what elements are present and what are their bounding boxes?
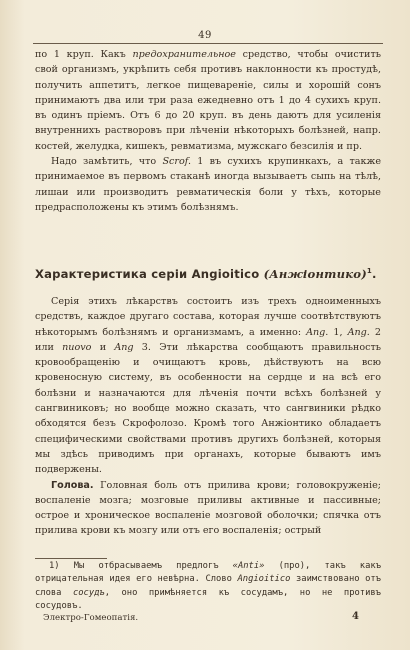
signature-number: 4	[352, 611, 359, 622]
footnote-angioitico: Angioitico	[237, 574, 291, 585]
para3-text-3: 2 или	[35, 326, 381, 353]
footnote-rule	[35, 558, 107, 559]
paragraph-series	[35, 294, 381, 539]
para4-term: Голова.	[51, 479, 94, 491]
para1-emphasis: предохранительное	[132, 49, 236, 60]
heading-paren: (Анжіонтико)	[263, 267, 367, 281]
footnote-text-2: (про), такъ какъ отрицательная идея его невѣрна. Слово	[35, 561, 381, 585]
paragraph-dosage	[35, 47, 381, 215]
para3-nuovo: nuovo	[62, 341, 92, 353]
footnote-text-3: заимствовано отъ слова	[35, 574, 381, 598]
para3-text-5: 3. Эти лѣкарства сообщаютъ правильность кровообращенію и очищаютъ кровь, дѣйствуютъ на всю кровеносную систему, въ особенности на сердце и на всѣ его болѣзни и назначаются для лѣченія почти всѣхъ болѣзней у сангвиниковъ; но вообще можно сказать, что сангвиники рѣдко обходятся безъ Скрофолозо. Кромѣ того Анжіонтико обладаетъ специфическими свойствами противъ другихъ болѣзней, которыя мы здѣсь приводимъ при органахъ, которые бываютъ имъ подвержены.	[35, 341, 382, 476]
para3-ang-2: Ang.	[347, 326, 370, 338]
para2-pre: Надо замѣтить, что	[51, 156, 163, 168]
footnote-text-1: ) Мы отбрасываемъ предлогъ	[54, 561, 233, 571]
footnote-mark: 1	[49, 561, 55, 571]
section-heading	[35, 267, 381, 281]
para2-post: 1 въ сухихъ крупинкахъ, а также принимаемое въ первомъ стаканѣ иногда вызываетъ сыпь на тѣлѣ, лишаи или производитъ ревматическія боли у тѣхъ, которые предрасположены къ этимъ болѣзнямъ.	[35, 156, 382, 213]
heading-footnote-mark: 1	[366, 267, 372, 276]
page-number: 49	[198, 30, 212, 41]
para3-ang-1: Ang.	[306, 326, 329, 338]
footer-title: Электро-Гомеопатія.	[43, 613, 139, 623]
footnote	[35, 560, 381, 614]
para3-text-2: 1,	[328, 326, 348, 338]
heading-main: Характеристика серіи Angioitico	[35, 267, 264, 281]
para3-ang-3: Ang	[114, 341, 134, 353]
para1-post: средство, чтобы очистить свой организмъ, укрѣпить себя противъ наклонности къ простудѣ, получить аппетитъ, легкое пищевареніе, силы и хорошій сонъ принимаютъ два или три раза ежедневно отъ 1 до 4 сухихъ круп. въ одинъ пріемъ. Отъ 6 до 20 круп. въ день даютъ для усиленія внутреннихъ растворовъ при лѣченіи нѣкоторыхъ болѣзней, напр. костей, желудка, кишекъ, ревматизма, мужскаго безсилія и пр.	[35, 49, 381, 152]
header-rule	[33, 43, 383, 44]
para3-text-4: и	[91, 341, 115, 353]
para2-emphasis: Scrof.	[162, 156, 192, 168]
footnote-anti: «Anti»	[232, 561, 265, 571]
heading-dot: .	[371, 267, 377, 281]
para3-text-1: Серія этихъ лѣкарствъ состоитъ изъ трехъ одноименныхъ средствъ, каждое другаго состава, которая лучше соотвѣтствуютъ нѣкоторымъ болѣзнямъ и организмамъ, а именно:	[35, 296, 381, 338]
footnote-text-4: , оно примѣняется къ сосудамъ, но не противъ сосудовъ.	[35, 587, 381, 612]
para1-pre: по 1 круп. Какъ	[35, 49, 133, 60]
footnote-sosud: сосудъ	[72, 587, 105, 598]
para4-text: Головная боль отъ прилива крови; головокруженіе; воспаленіе мозга; мозговые приливы активные и пассивные; острое и хроническое воспаленіе мозговой оболочки; спячка отъ прилива крови къ мозгу или отъ его воспаленія; острый	[35, 479, 381, 537]
